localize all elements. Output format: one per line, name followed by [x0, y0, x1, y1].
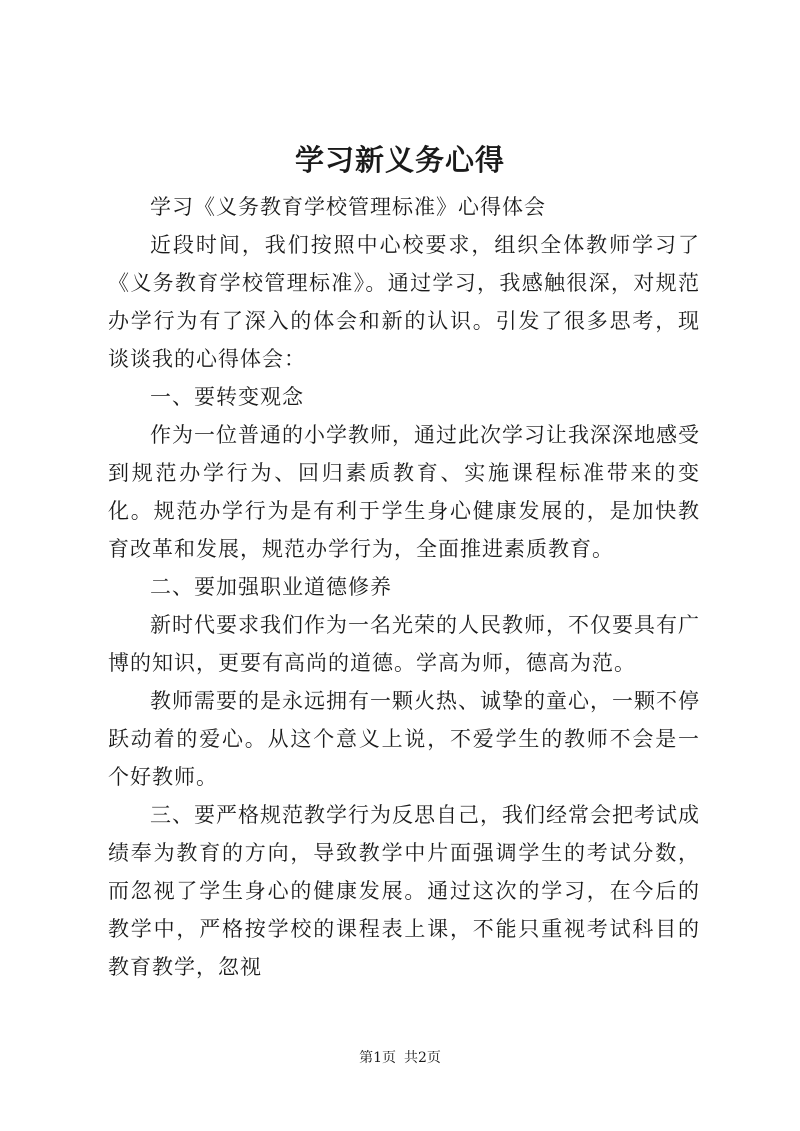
- paragraph-intro: 近段时间，我们按照中心校要求，组织全体教师学习了《义务教育学校管理标准》。通过学习，我感触很深，对规范办学行为有了深入的体会和新的认识。引发了很多思考，现谈谈我的心得体会：: [108, 233, 700, 371]
- page-number-current: 第1页: [359, 1050, 396, 1066]
- paragraph-subtitle: 学习《义务教育学校管理标准》心得体会: [150, 195, 546, 219]
- document-title: 学习新义务心得: [294, 143, 505, 177]
- page-number-total: 共2页: [404, 1050, 441, 1066]
- paragraph-section-1: 作为一位普通的小学教师，通过此次学习让我深深地感受到规范办学行为、回归素质教育、实施课程标准带来的变化。规范办学行为是有利于学生身心健康发展的，是加快教育改革和发展，规范办学行为，全面推进素质教育。: [108, 423, 700, 561]
- section-heading-2: 二、要加强职业道德修养: [150, 575, 392, 599]
- paragraph-section-3: 三、要严格规范教学行为反思自己，我们经常会把考试成绩奉为教育的方向，导致教学中片面强调学生的考试分数，而忽视了学生身心的健康发展。通过这次的学习，在今后的教学中，严格按学校的课程表上课，不能只重视考试科目的教育教学，忽视: [108, 803, 700, 979]
- paragraph-section-2a: 新时代要求我们作为一名光荣的人民教师，不仅要具有广博的知识，更要有高尚的道德。学高为师，德高为范。: [108, 613, 700, 675]
- page-footer: [0, 1048, 800, 1068]
- section-heading-1: 一、要转变观念: [150, 385, 304, 409]
- document-body: [108, 188, 700, 986]
- paragraph-section-2b: 教师需要的是永远拥有一颗火热、诚挚的童心，一颗不停跃动着的爱心。从这个意义上说，不爱学生的教师不会是一个好教师。: [108, 689, 700, 789]
